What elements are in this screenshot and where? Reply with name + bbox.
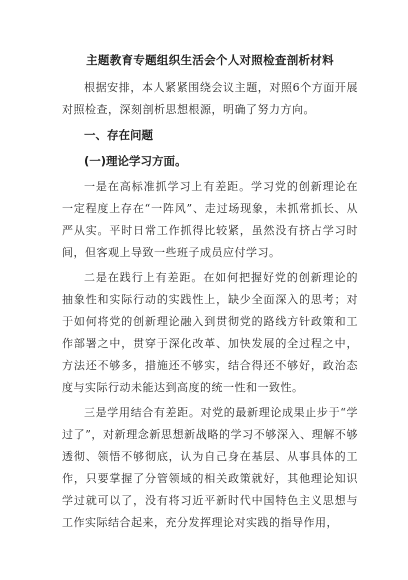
body-paragraph-1: 一是在高标准抓学习上有差距。学习党的创新理论在一定程度上存在“一阵风”、走过场现象，未抓常抓长、从严从实。平时日常工作抓得比较紧，虽然没有挤占学习时间，但客观上导致一些班子成员应付学习。 xyxy=(62,180,358,259)
document-title: 主题教育专题组织生活会个人对照检查剖析材料 xyxy=(86,53,334,67)
section-heading: 一、存在问题 xyxy=(84,128,153,142)
intro-paragraph: 根据安排，本人紧紧围绕会议主题，对照6个方面开展对照检查，深刻剖析思想根源，明确了努力方向。 xyxy=(62,81,358,116)
body-paragraph-3: 三是学用结合有差距。对党的最新理论成果止步于“学过了”，对新理念新思想新战略的学习不够深入、理解不够透彻、领悟不够彻底，认为自己身在基层、从事具体的工作，只要掌握了分管领域的相关政策就好，其他理论知识学过就可以了，没有将习近平新时代中国特色主义思想与工作实际结合起来，充分发挥理论对实践的指导作用， xyxy=(62,406,358,529)
subsection-heading: (一)理论学习方面。 xyxy=(84,154,187,168)
body-paragraph-2: 二是在践行上有差距。在如何把握好党的创新理论的抽象性和实际行动的实践性上，缺少全面深入的思考；对于如何将党的创新理论融入到贯彻党的路线方针政策和工作部署之中，贯穿于深化改革、加快发展的全过程之中，方法还不够多，措施还不够实，结合得还不够好，政治态度与实际行动未能达到高度的统一性和一致性。 xyxy=(62,271,358,394)
